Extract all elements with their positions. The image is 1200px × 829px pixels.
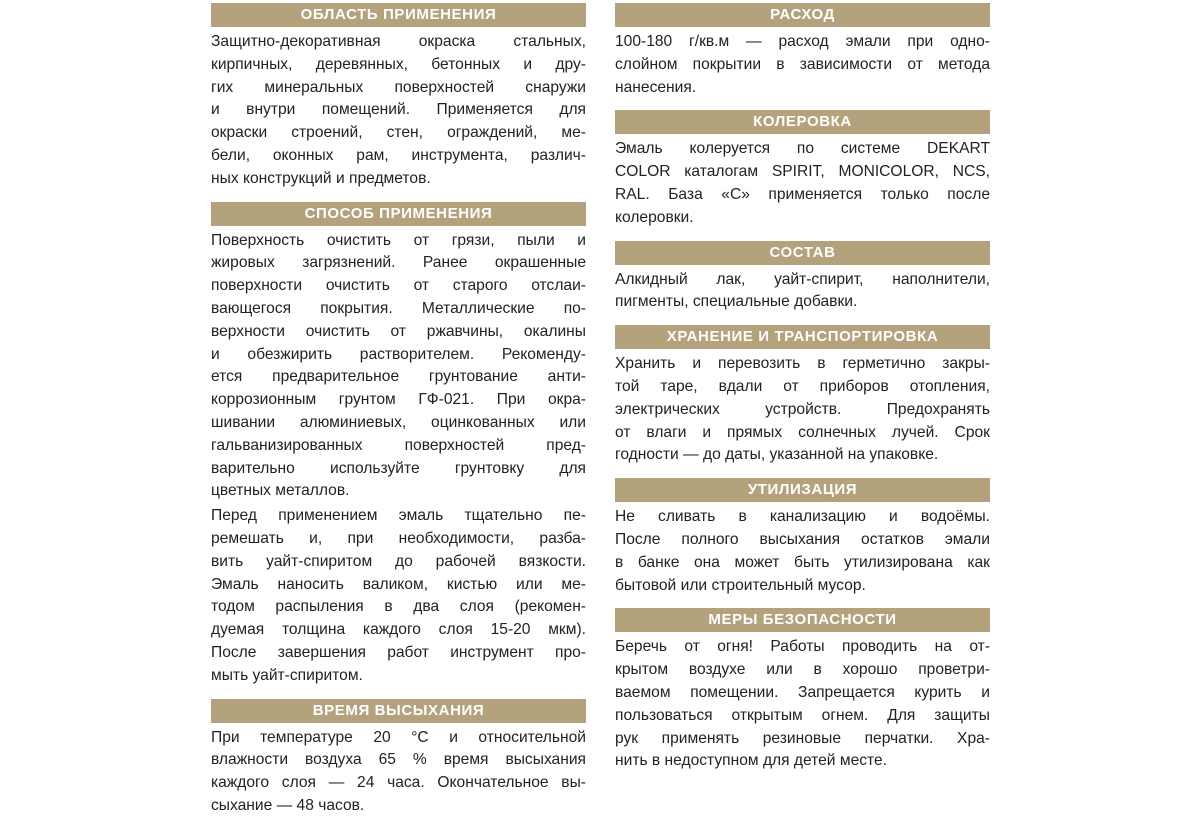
section-right-5 (615, 608, 990, 773)
text-line: Беречь от огня! Работы проводить на от- (615, 638, 990, 656)
section-paragraph (211, 727, 586, 818)
text-line: нанесения. (615, 78, 697, 96)
text-line: тодом распыления в два слоя (рекомен- (211, 598, 586, 616)
text-line: крытом воздухе или в хорошо проветри- (615, 661, 990, 679)
section-heading: УТИЛИЗАЦИЯ (615, 478, 990, 502)
text-line: После полного высыхания остатков эмали (615, 530, 990, 548)
text-line: вить уайт-спиритом до рабочей вязкости. (211, 552, 586, 570)
text-line: гальванизированных поверхностей пред- (211, 436, 586, 454)
section-heading: КОЛЕРОВКА (615, 110, 990, 134)
text-line: Эмаль колеруется по системе DEKART (615, 140, 990, 158)
text-line: Эмаль наносить валиком, кистью или ме- (211, 575, 586, 593)
text-line: Хранить и перевозить в герметично закры- (615, 355, 990, 373)
section-right-0 (615, 3, 990, 99)
text-line: 100-180 г/кв.м — расход эмали при одно- (615, 33, 990, 50)
section-paragraph (211, 31, 586, 191)
section-heading: РАСХОД (615, 3, 990, 27)
text-line: сыхание — 48 часов. (211, 796, 365, 814)
text-line: После завершения работ инструмент про- (211, 643, 586, 661)
section-heading: ОБЛАСТЬ ПРИМЕНЕНИЯ (211, 3, 586, 27)
text-line: и внутри помещений. Применяется для (211, 101, 586, 119)
section-paragraph (615, 269, 990, 315)
text-line: бытовой или строительный мусор. (615, 576, 866, 594)
text-line: от влаги и прямых солнечных лучей. Срок (615, 423, 990, 441)
text-line: в банке она может быть утилизирована как (615, 553, 990, 571)
text-line: колеровки. (615, 208, 694, 226)
text-line: окраски строений, стен, ограждений, ме- (211, 124, 586, 142)
section-paragraph (615, 636, 990, 773)
text-line: ных конструкций и предметов. (211, 169, 431, 187)
text-line: гих минеральных поверхностей снаружи (211, 78, 586, 96)
text-line: мыть уайт-спиритом. (211, 666, 363, 684)
section-right-3 (615, 325, 990, 467)
text-line: шивании алюминиевых, оцинкованных или (211, 413, 586, 431)
section-heading: СОСТАВ (615, 241, 990, 265)
section-paragraph (615, 506, 990, 597)
text-line: ремешать и, при необходимости, разба- (211, 529, 586, 547)
section-left-0 (211, 3, 586, 191)
text-line: рук применять резиновые перчатки. Хра- (615, 729, 990, 747)
text-line: варительно используйте грунтовку для (211, 459, 586, 477)
text-line: электрических устройств. Предохранять (615, 400, 990, 418)
text-line: влажности воздуха 65 % время высыхания (211, 751, 586, 769)
text-line: RAL. База «С» применяется только после (615, 185, 990, 203)
section-right-4 (615, 478, 990, 597)
text-line: коррозионным грунтом ГФ-021. При окра- (211, 391, 586, 409)
section-heading: МЕРЫ БЕЗОПАСНОСТИ (615, 608, 990, 632)
section-paragraph (615, 353, 990, 467)
text-line: каждого слоя — 24 часа. Окончательное вы- (211, 774, 586, 792)
left-column (211, 3, 586, 829)
section-left-1 (211, 202, 586, 688)
text-line: слойном покрытии в зависимости от метода (615, 55, 990, 73)
section-paragraph (211, 230, 586, 504)
text-line: Не сливать в канализацию и водоёмы. (615, 508, 990, 526)
section-heading: ХРАНЕНИЕ И ТРАНСПОРТИРОВКА (615, 325, 990, 349)
text-line: поверхности очистить от старого отслаи- (211, 277, 586, 295)
text-line: При температуре 20 °C и относительной (211, 728, 586, 746)
text-line: Защитно-декоративная окраска стальных, (211, 33, 586, 50)
text-line: годности — до даты, указанной на упаковке. (615, 446, 939, 464)
text-line: COLOR каталогам SPIRIT, MONICOLOR, NCS, (615, 163, 990, 181)
section-right-1 (615, 110, 990, 229)
section-right-2 (615, 241, 990, 315)
section-paragraph (615, 138, 990, 229)
text-line: цветных металлов. (211, 482, 350, 500)
text-line: кирпичных, деревянных, бетонных и дру- (211, 55, 586, 73)
text-line: жировых загрязнений. Ранее окрашенные (211, 254, 586, 272)
text-line: той таре, вдали от приборов отопления, (615, 377, 990, 395)
section-paragraph (615, 31, 990, 99)
section-heading: СПОСОБ ПРИМЕНЕНИЯ (211, 202, 586, 226)
right-column (615, 3, 990, 784)
text-line: Алкидный лак, уайт-спирит, наполнители, (615, 270, 990, 288)
text-line: верхности очистить от ржавчины, окалины (211, 322, 586, 340)
section-paragraph (211, 503, 586, 687)
text-line: бели, оконных рам, инструмента, различ- (211, 146, 586, 164)
text-line: вающегося покрытия. Металлические по- (211, 299, 586, 317)
text-line: Перед применением эмаль тщательно пе- (211, 507, 586, 525)
text-line: ется предварительное грунтование анти- (211, 368, 586, 386)
text-line: пигменты, специальные добавки. (615, 293, 858, 311)
text-line: нить в недоступном для детей месте. (615, 752, 888, 770)
text-line: пользоваться открытым огнем. Для защиты (615, 706, 990, 724)
text-line: Поверхность очистить от грязи, пыли и (211, 231, 586, 249)
text-line: дуемая толщина каждого слоя 15-20 мкм). (211, 621, 586, 639)
section-heading: ВРЕМЯ ВЫСЫХАНИЯ (211, 699, 586, 723)
text-line: ваемом помещении. Запрещается курить и (615, 683, 990, 701)
text-line: и обезжирить растворителем. Рекоменду- (211, 345, 586, 363)
